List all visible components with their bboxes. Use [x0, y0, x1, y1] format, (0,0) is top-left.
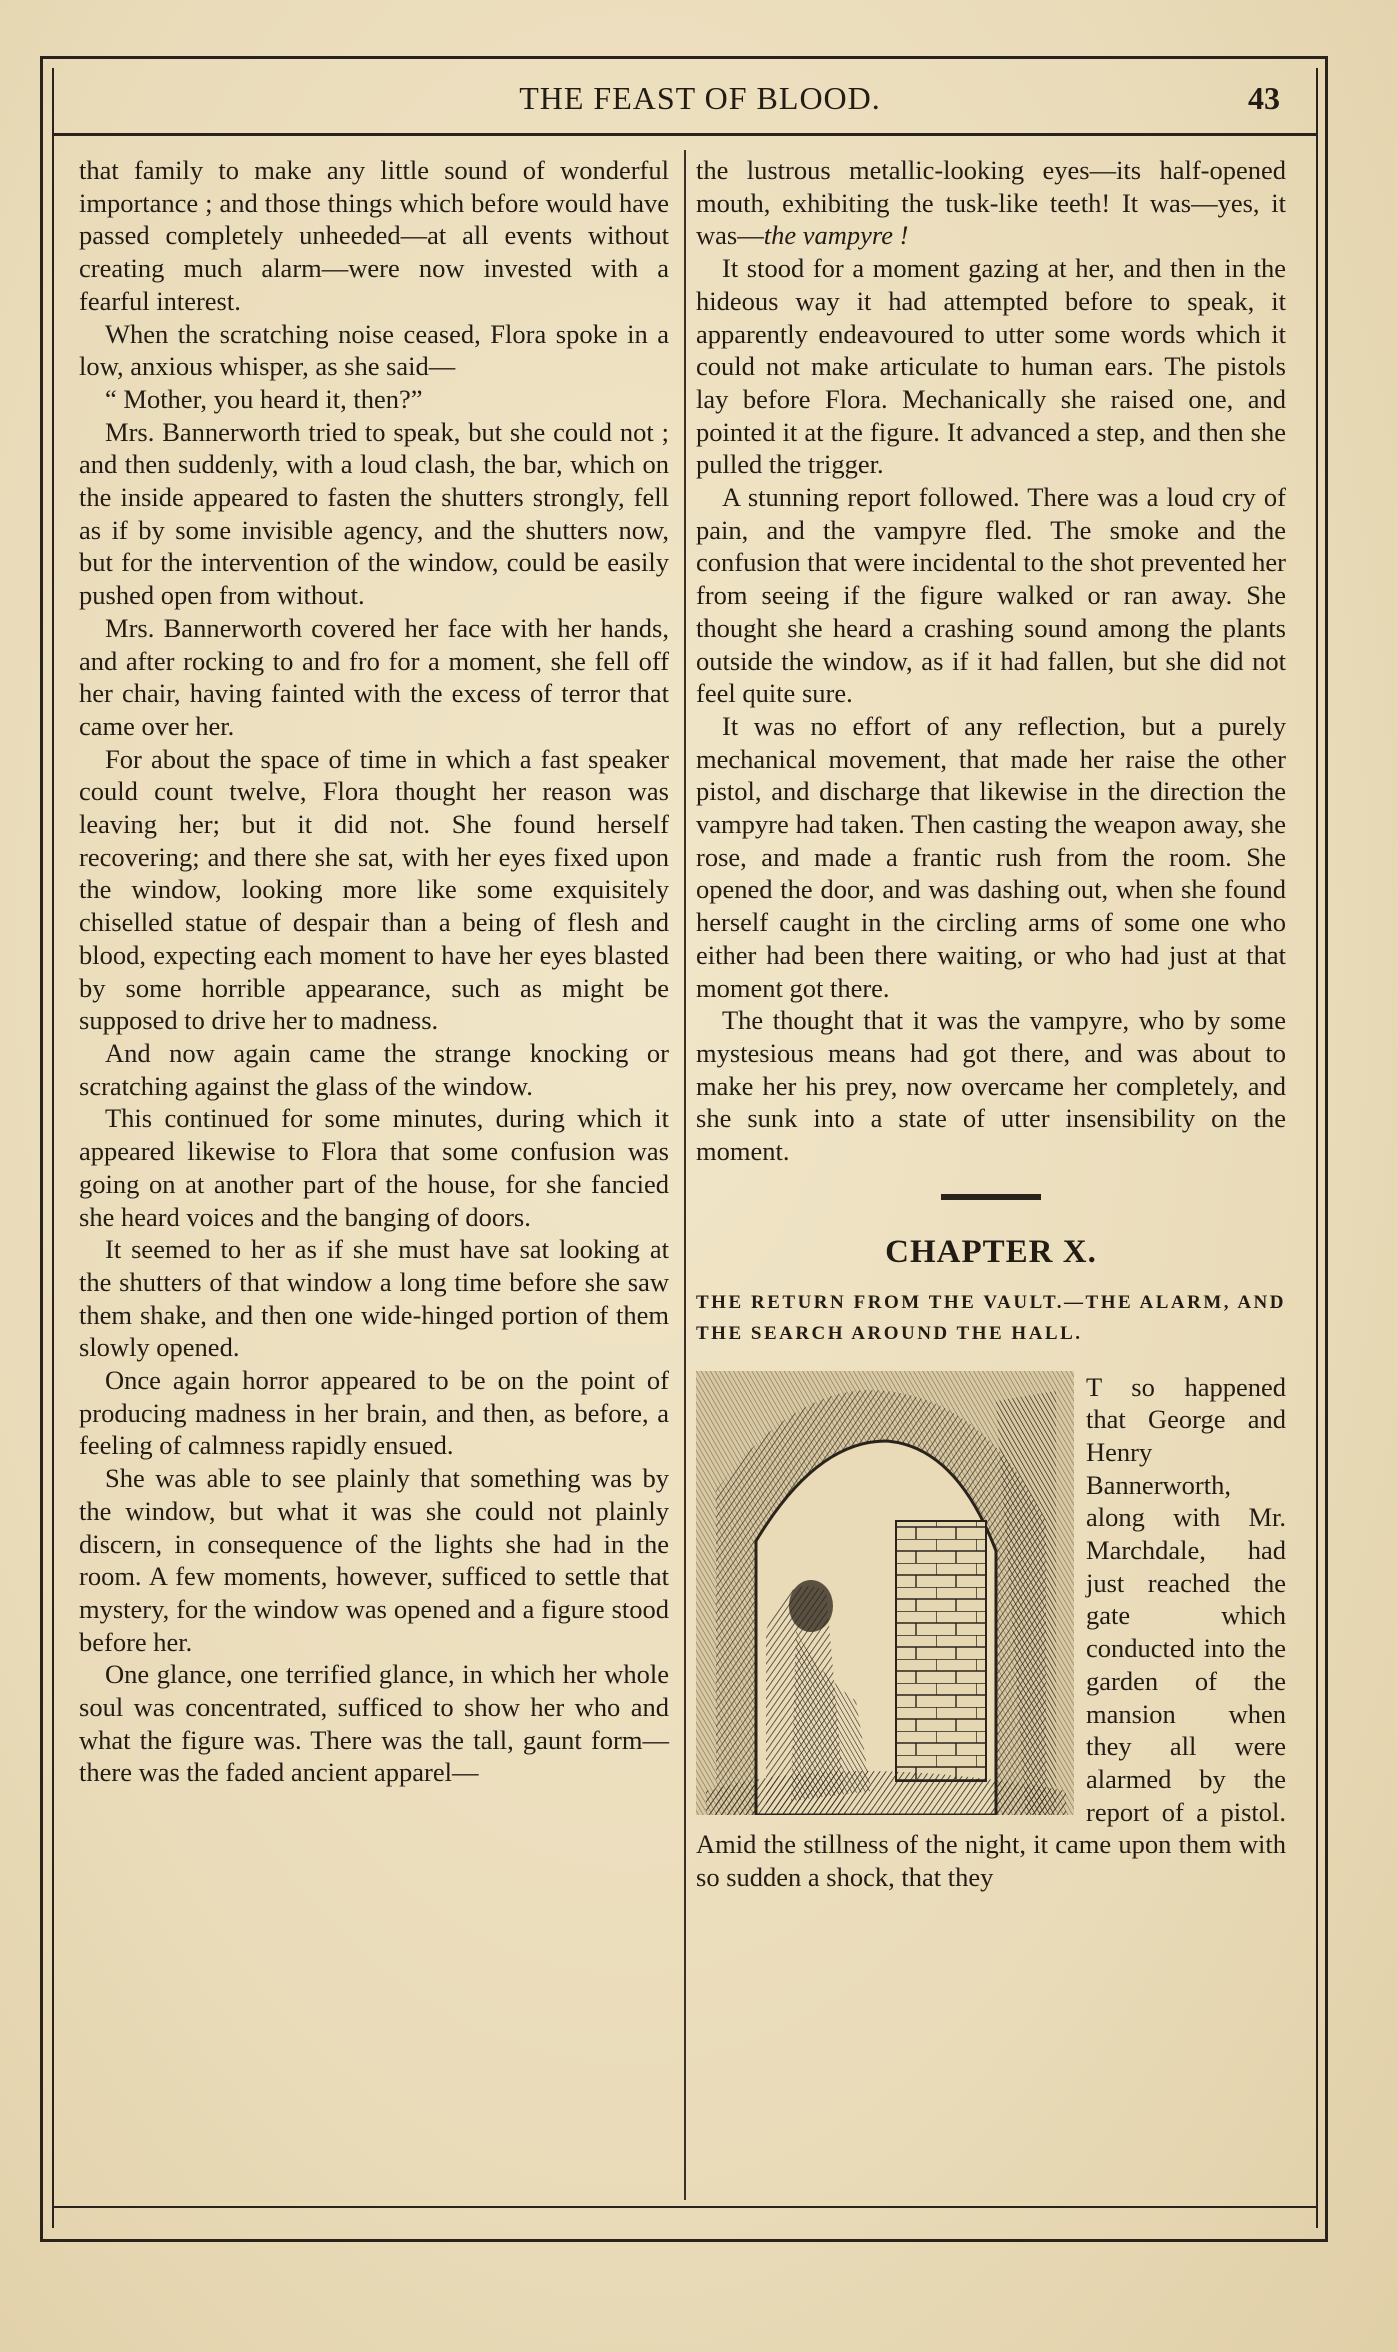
paragraph: The thought that it was the vampyre, who by some mystesious means had got there, and was about to make her his prey, now overcame her completely, and she sunk into a state of utter insensibility on the moment.	[696, 1005, 1286, 1167]
paragraph: She was able to see plainly that something was by the window, but what it was she could not plainly discern, in consequence of the lights she had in the room. A few moments, however, sufficed to settle that mystery, for the window was opened and a figure stood before her.	[79, 1463, 669, 1657]
paragraph: A stunning report followed. There was a loud cry of pain, and the vampyre fled. The smoke and the confusion that were incidental to the shot prevented her from seeing if the figure walked or ran away. She thought she heard a crashing sound among the plants outside the window, as if it had fallen, but she did not feel quite sure.	[696, 482, 1286, 709]
continued-paragraph	[696, 154, 1286, 252]
section-ornament-rule	[941, 1194, 1041, 1200]
paragraph: Mrs. Bannerworth covered her face with her hands, and after rocking to and fro for a moment, she fell off her chair, having fainted with the excess of terror that came over her.	[79, 612, 669, 741]
paragraph: And now again came the strange knocking or scratching against the glass of the window.	[79, 1037, 669, 1101]
woodcut-drawing	[696, 1371, 1074, 1815]
paragraph: For about the space of time in which a fast speaker could count twelve, Flora thought her reason was leaving her; but it did not. She found herself recovering; and there she sat, with her eyes fixed upon the window, looking more like some exquisitely chiselled statue of despair than a being of flesh and blood, expecting each moment to have her eyes blasted by some horrible appearance, such as might be supposed to drive her to madness.	[79, 743, 669, 1036]
paragraph: It was no effort of any reflection, but a purely mechanical movement, that made her raise the other pistol, and discharge that likewise in the direction the vampyre had taken. Then casting the weapon away, she rose, and made a frantic rush from the room. She opened the door, and was dashing out, when she found herself caught in the circling arms of some one who either had been there waiting, or who had just at that moment got there.	[696, 710, 1286, 1003]
paragraph: One glance, one terrified glance, in which her whole soul was concentrated, sufficed to show her who and what the figure was. There was the tall, gaunt form—there was the faded ancient apparel—	[79, 1659, 669, 1788]
page-number: 43	[1248, 80, 1280, 116]
chapter-heading: CHAPTER X.	[885, 1233, 1097, 1270]
paragraph: that family to make any little sound of wonderful importance ; and those things which before would have passed completely unheeded—at all events without creating much alarm—were now invested with a fearful interest.	[79, 155, 669, 316]
paragraph: “ Mother, you heard it, then?”	[105, 383, 423, 414]
paragraph: When the scratching noise ceased, Flora spoke in a low, anxious whisper, as she said—	[79, 318, 669, 382]
right-column	[696, 154, 1286, 1894]
paragraph: Mrs. Bannerworth tried to speak, but she could not ; and then suddenly, with a loud clash, the bar, which on the inside appeared to fasten the shutters strongly, fell as if by some invisible agency, and the shutters now, but for the intervention of the window, could be easily pushed open from without.	[79, 416, 669, 611]
continued-text-italic: the vampyre !	[763, 220, 909, 251]
paragraph: It seemed to her as if she must have sat looking at the shutters of that window a long time before she saw them shake, and then one wide-hinged portion of them slowly opened.	[79, 1234, 669, 1363]
continued-text: the lustrous metallic-looking eyes—its half-opened mouth, exhibiting the tusk-like teeth! It was—yes, it was—	[696, 155, 1286, 251]
paragraph: Once again horror appeared to be on the point of producing madness in her brain, and then, as before, a feeling of calmness rapidly ensued.	[79, 1365, 669, 1461]
chapter-opening-paragraph: T so happened that George and Henry Bannerworth, along with Mr. Marchdale, had just reached the gate which conducted into the garden of the mansion when they all were alarmed by the report of a pistol. Amid the stillness of the night, it came upon them with so sudden a shock, that they	[696, 1371, 1286, 1893]
paragraph: It stood for a moment gazing at her, and then in the hideous way it had attempted before to speak, it apparently endeavoured to utter some words which it could not make articulate to human ears. The pistols lay before Flora. Mechanically she raised one, and pointed it at the figure. It advanced a step, and then she pulled the trigger.	[696, 253, 1286, 480]
left-column	[79, 154, 669, 1789]
column-divider	[684, 150, 686, 2200]
footer-rule	[52, 2206, 1316, 2208]
chapter-summary: THE RETURN FROM THE VAULT.—THE ALARM, AND THE SEARCH AROUND THE HALL.	[696, 1291, 1286, 1344]
chapter-illustration-woodcut	[696, 1371, 1074, 1815]
header-rule	[52, 133, 1316, 136]
paragraph: This continued for some minutes, during which it appeared likewise to Flora that some confusion was going on at another part of the house, for she fancied she heard voices and the banging of doors.	[79, 1103, 669, 1232]
running-title: THE FEAST OF BLOOD.	[519, 80, 881, 116]
